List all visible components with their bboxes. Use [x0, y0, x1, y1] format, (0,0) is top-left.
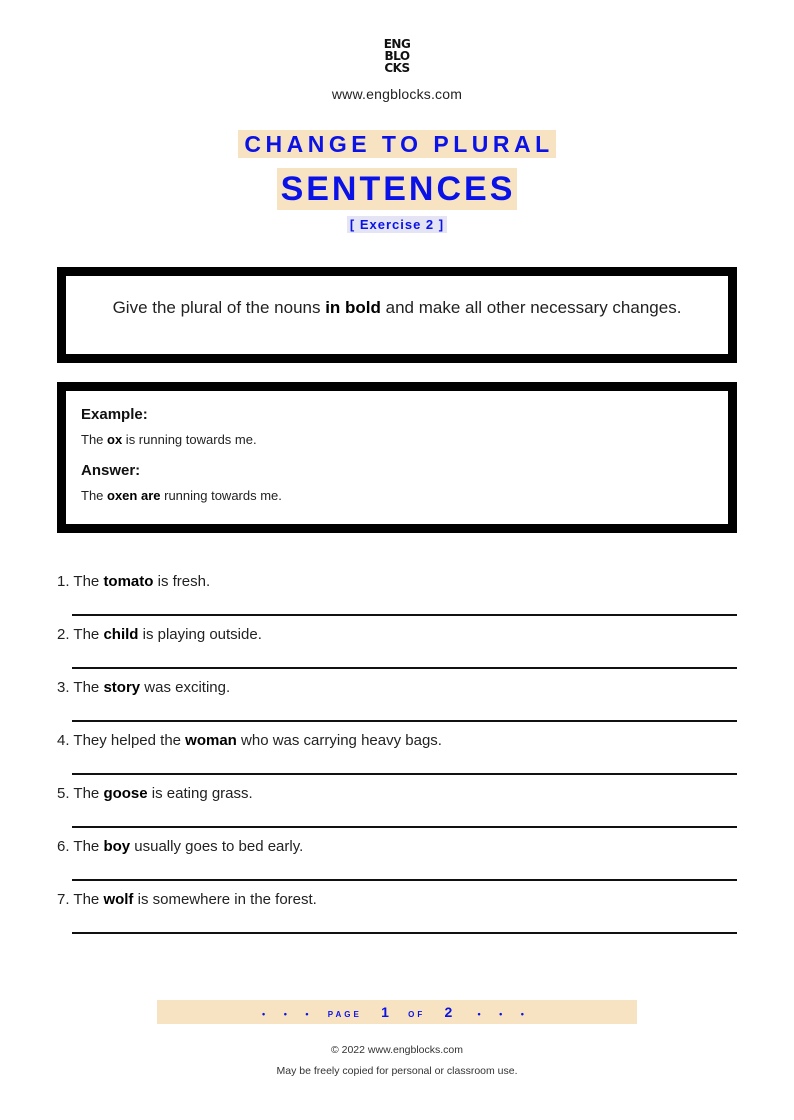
question-post: is eating grass.: [147, 785, 253, 802]
answer-bold: oxen are: [107, 488, 161, 503]
question-5: [57, 785, 253, 803]
question-pre: The: [73, 838, 104, 855]
pager-dots-right: • • •: [477, 1009, 532, 1019]
question-number: 3.: [57, 679, 70, 696]
question-1: [57, 573, 210, 591]
logo-line-3: CKS: [384, 61, 410, 75]
question-post: is playing outside.: [138, 626, 262, 643]
question-noun: child: [103, 626, 139, 643]
answer-line-4[interactable]: [72, 773, 737, 775]
answer-heading: Answer:: [81, 462, 141, 479]
question-4: [57, 732, 442, 750]
question-pre: The: [73, 573, 104, 590]
question-pre: The: [73, 785, 104, 802]
question-post: who was carrying heavy bags.: [236, 732, 442, 749]
question-number: 1.: [57, 573, 70, 590]
question-number: 7.: [57, 891, 70, 908]
question-post: is somewhere in the forest.: [133, 891, 317, 908]
question-noun: boy: [103, 838, 131, 855]
question-noun: tomato: [103, 573, 154, 590]
answer-pre: The: [81, 488, 108, 503]
title-sentences: SENTENCES: [277, 168, 518, 210]
engblocks-logo: [380, 38, 414, 74]
question-pre: They helped the: [73, 732, 186, 749]
question-number: 6.: [57, 838, 70, 855]
question-noun: goose: [103, 785, 148, 802]
title-line-1: [0, 130, 794, 158]
site-url[interactable]: www.engblocks.com: [331, 86, 463, 102]
example-bold: ox: [107, 432, 123, 447]
question-noun: story: [103, 679, 141, 696]
question-number: 2.: [57, 626, 70, 643]
pager-total-pages: 2: [444, 1004, 453, 1020]
instructions-text-bold: in bold: [325, 298, 381, 317]
question-pre: The: [73, 891, 104, 908]
pager-dots-left: • • •: [262, 1009, 317, 1019]
question-number: 4.: [57, 732, 70, 749]
example-post: is running towards me.: [122, 432, 257, 447]
answer-line-2[interactable]: [72, 667, 737, 669]
title-change-to-plural: CHANGE TO PLURAL: [238, 130, 555, 158]
example-pre: The: [81, 432, 108, 447]
answer-line-5[interactable]: [72, 826, 737, 828]
example-box: [57, 382, 737, 533]
question-pre: The: [73, 679, 104, 696]
answer-line-1[interactable]: [72, 614, 737, 616]
example-heading: Example:: [81, 406, 148, 423]
instructions-box: [57, 267, 737, 363]
question-pre: The: [73, 626, 104, 643]
example-sentence: [81, 431, 728, 449]
answer-sentence: [81, 487, 728, 505]
footer-copyright: © 2022 www.engblocks.com: [330, 1044, 464, 1056]
answer-line-3[interactable]: [72, 720, 737, 722]
question-post: is fresh.: [153, 573, 211, 590]
page-indicator: [157, 1000, 637, 1024]
pager-current-page: 1: [381, 1004, 389, 1020]
answer-line-7[interactable]: [72, 932, 737, 934]
title-line-3: [0, 216, 794, 234]
pager-of-word: OF: [408, 1010, 426, 1019]
answer-line-6[interactable]: [72, 879, 737, 881]
answer-post: running towards me.: [160, 488, 282, 503]
footer-license: May be freely copied for personal or classroom use.: [276, 1065, 518, 1077]
question-noun: woman: [185, 732, 237, 749]
question-number: 5.: [57, 785, 70, 802]
pager-page-word: PAGE: [327, 1010, 362, 1019]
question-6: [57, 838, 303, 856]
question-post: usually goes to bed early.: [130, 838, 304, 855]
logo-line-2: BLO: [384, 49, 410, 63]
question-2: [57, 626, 262, 644]
instructions-text-after: and make all other necessary changes.: [380, 298, 682, 317]
instructions-text-before: Give the plural of the nouns: [112, 298, 326, 317]
question-3: [57, 679, 230, 697]
question-noun: wolf: [103, 891, 134, 908]
question-7: [57, 891, 317, 909]
exercise-label: [ Exercise 2 ]: [347, 216, 447, 233]
logo-line-1: ENG: [383, 37, 411, 51]
title-line-2: [0, 168, 794, 210]
question-post: was exciting.: [140, 679, 231, 696]
